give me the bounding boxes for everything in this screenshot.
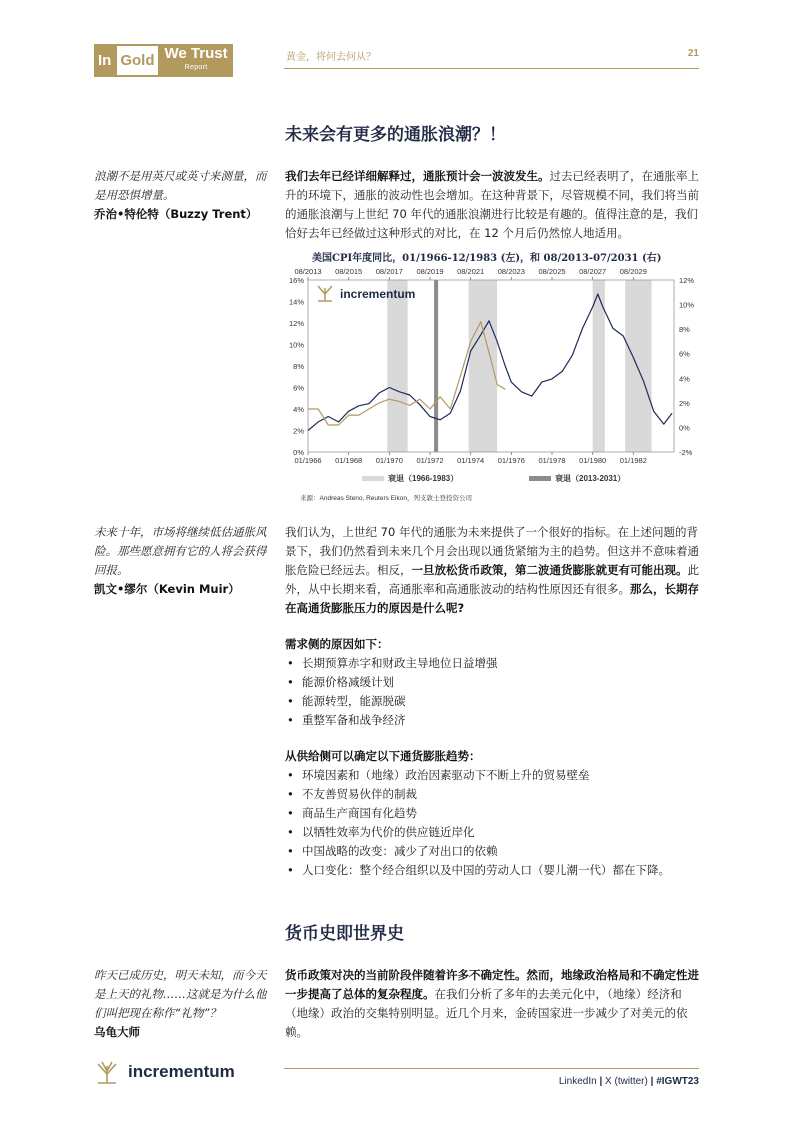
y-left-tick-label: 6% bbox=[293, 383, 304, 393]
footer-separator: | bbox=[650, 1076, 654, 1087]
list-item: • 中国战略的改变：减少了对出口的依赖 bbox=[285, 842, 670, 861]
paragraph-2-bold-d: 那么，长期存在高通货膨胀压力的原因是什么呢? bbox=[285, 582, 699, 615]
quote-text: 浪潮不是用英尺或英寸来测量，而是用恐惧增量。 bbox=[94, 169, 267, 202]
list-item: • 以牺牲效率为代价的供应链近岸化 bbox=[285, 823, 670, 842]
list-item: • 长期预算赤字和财政主导地位日益增强 bbox=[285, 654, 498, 673]
x-bottom-tick-label: 01/1966 bbox=[294, 456, 322, 465]
ingoldwetrust-logo bbox=[94, 44, 233, 77]
x-top-tick-label: 08/2027 bbox=[579, 267, 607, 276]
list-item: • 能源价格减缓计划 bbox=[285, 673, 498, 692]
footer-links bbox=[559, 1076, 699, 1087]
x-bottom-tick-label: 01/1980 bbox=[579, 456, 607, 465]
section-heading-inflation-waves: 未来会有更多的通胀浪潮？！ bbox=[285, 125, 506, 145]
x-top-tick-label: 08/2021 bbox=[457, 267, 485, 276]
paragraph-3 bbox=[285, 966, 701, 1042]
x-top-tick-label: 08/2025 bbox=[538, 267, 566, 276]
hashtag-link[interactable]: #IGWT23 bbox=[656, 1076, 699, 1087]
logo-gold: Gold bbox=[115, 44, 159, 77]
quote-text: 未来十年，市场将继续低估通胀风险。那些愿意拥有它的人将会获得回报。 bbox=[94, 525, 267, 577]
header-title: 黄金，将何去何从？ bbox=[286, 52, 376, 63]
supply-list bbox=[285, 766, 670, 880]
x-top-tick-label: 08/2019 bbox=[416, 267, 444, 276]
x-bottom-tick-label: 01/1982 bbox=[619, 456, 647, 465]
quote-author: 乌龟大师 bbox=[94, 1025, 140, 1039]
section-heading-monetary-history: 货币史即世界史 bbox=[285, 924, 404, 944]
y-right-tick-label: -2% bbox=[679, 448, 693, 457]
list-item: • 不友善贸易伙伴的制裁 bbox=[285, 785, 670, 804]
chart-title: 美国CPI年度同比，01/1966-12/1983 (左)，和 08/2013-07/2031 (右) bbox=[312, 253, 662, 264]
demand-list-title: 需求侧的原因如下： bbox=[285, 637, 389, 651]
x-top-tick-label: 08/2015 bbox=[335, 267, 363, 276]
y-left-tick-label: 2% bbox=[293, 426, 304, 436]
y-left-tick-label: 10% bbox=[288, 340, 304, 350]
y-left-tick-label: 8% bbox=[293, 362, 304, 371]
logo-we-trust-text: We Trust bbox=[164, 44, 228, 62]
y-right-tick-label: 4% bbox=[679, 374, 690, 384]
y-right-tick-label: 2% bbox=[679, 398, 690, 408]
list-item: • 人口变化：整个经合组织以及中国的劳动人口（婴儿潮一代）都在下降。 bbox=[285, 861, 670, 880]
quote-author: 乔治•特伦特（Buzzy Trent） bbox=[94, 207, 258, 221]
x-bottom-tick-label: 01/1968 bbox=[335, 456, 363, 465]
y-right-tick-label: 6% bbox=[679, 349, 690, 359]
x-bottom-tick-label: 01/1970 bbox=[375, 456, 403, 465]
y-left-tick-label: 16% bbox=[288, 276, 304, 285]
legend-label-recession-right: 衰退（2013-2031） bbox=[555, 474, 626, 483]
x-bottom-tick-label: 01/1976 bbox=[497, 456, 525, 465]
x-top-tick-label: 08/2017 bbox=[375, 267, 403, 276]
tree-icon-stroke bbox=[318, 286, 325, 294]
logo-we-trust bbox=[160, 44, 233, 77]
footer-logo-text: incrementum bbox=[128, 1062, 235, 1081]
x-top-tick-label: 08/2029 bbox=[619, 267, 647, 276]
paragraph-1 bbox=[285, 167, 701, 243]
quote-text: 昨天已成历史，明天未知，而今天是上天的礼物……这就是为什么他们叫把现在称作“礼物”？ bbox=[94, 968, 267, 1020]
y-right-tick-label: 0% bbox=[679, 423, 690, 433]
list-item: • 环境因素和（地缘）政治因素驱动下不断上升的贸易壁垒 bbox=[285, 766, 670, 785]
incrementum-tree-icon bbox=[94, 1060, 120, 1084]
chart-svg bbox=[284, 247, 704, 507]
x-bottom-tick-label: 01/1972 bbox=[416, 456, 444, 465]
chart-source: 来源：Andreas Steno, Reuters Eikon，列支敦士登投资公司 bbox=[300, 495, 472, 502]
recession-band bbox=[593, 280, 605, 452]
y-right-tick-label: 8% bbox=[679, 325, 690, 335]
y-right-tick-label: 12% bbox=[679, 276, 695, 285]
paragraph-3-text: 在我们分析了多年的去美元化中，（地缘）经济和（地缘）政治的交集特别明显。近几个月来，金砖国家进一步减少了对美元的依赖。 bbox=[285, 987, 688, 1039]
paragraph-2-bold-b: 一旦放松货币政策，第二波通货膨胀就更有可能出现。 bbox=[411, 563, 688, 577]
supply-list-title: 从供给侧可以确定以下通货膨胀趋势： bbox=[285, 749, 481, 763]
sidebar-quote-3 bbox=[94, 966, 272, 1042]
sidebar-quote-2 bbox=[94, 523, 272, 599]
footer-divider bbox=[284, 1068, 699, 1069]
x-top-tick-label: 08/2023 bbox=[497, 267, 525, 276]
y-right-tick-label: 10% bbox=[679, 300, 695, 310]
legend-label-recession-left: 衰退（1966-1983） bbox=[388, 474, 459, 483]
logo-report-text: Report bbox=[184, 63, 208, 71]
list-item: • 重整军备和战争经济 bbox=[285, 711, 498, 730]
paragraph-2 bbox=[285, 523, 701, 618]
cpi-chart bbox=[284, 247, 704, 507]
page-number: 21 bbox=[687, 48, 699, 59]
y-left-tick-label: 4% bbox=[293, 405, 304, 414]
y-left-tick-label: 12% bbox=[288, 319, 304, 328]
x-twitter-link[interactable]: X (twitter) bbox=[605, 1076, 648, 1087]
footer-separator: | bbox=[599, 1076, 603, 1087]
y-left-tick-label: 14% bbox=[288, 297, 304, 307]
list-item: • 能源转型，能源脱碳 bbox=[285, 692, 498, 711]
sidebar-quote-1 bbox=[94, 167, 272, 224]
incrementum-tree-icon bbox=[318, 286, 332, 301]
logo-in: In bbox=[94, 44, 115, 77]
tree-icon-stroke bbox=[325, 286, 332, 294]
paragraph-1-text: 过去已经表明了，在通胀率上升的环境下，通胀的波动性也会增加。在这种背景下，尽管规模不同，我们将当前的通胀浪潮与上世纪 70 年代的通胀浪潮进行比较是有趣的。值得注意的是，我们恰好去年已经做过这种形式的对比，在 12 个月后仍然惊人地适用。 bbox=[285, 169, 699, 240]
x-bottom-tick-label: 01/1978 bbox=[538, 456, 566, 465]
recession-band bbox=[387, 280, 407, 452]
demand-list bbox=[285, 654, 498, 730]
legend-swatch-recession-left bbox=[362, 476, 384, 481]
recession-band bbox=[625, 280, 651, 452]
chart-watermark: incrementum bbox=[340, 287, 416, 301]
paragraph-2-text-a: 我们认为，上世纪 70 年代的通胀为未来提供了一个很好的指标。在上述问题的背景下，我们仍然看到未来几个月会出现以通货紧缩为主的趋势。但这并不意味着通胀危险已经远去。相反， bbox=[285, 525, 699, 577]
paragraph-2-text-c: 此外，从中长期来看，高通胀率和高通胀波动的结构性原因还有很多。 bbox=[285, 563, 699, 596]
x-bottom-tick-label: 01/1974 bbox=[457, 456, 485, 465]
list-item: • 商品生产商国有化趋势 bbox=[285, 804, 670, 823]
paragraph-1-bold: 我们去年已经详细解释过，通胀预计会一波波发生。 bbox=[285, 169, 550, 183]
paragraph-3-bold: 货币政策对决的当前阶段伴随着许多不确定性。然而，地缘政治格局和不确定性进一步提高了总体的复杂程度。 bbox=[285, 968, 699, 1001]
x-top-tick-label: 08/2013 bbox=[294, 267, 322, 276]
incrementum-footer-logo bbox=[94, 1060, 235, 1084]
y-left-tick-label: 0% bbox=[293, 448, 304, 457]
header-divider bbox=[284, 68, 699, 69]
legend-swatch-recession-right bbox=[529, 476, 551, 481]
quote-author: 凯文•缪尔（Kevin Muir） bbox=[94, 582, 240, 596]
linkedin-link[interactable]: LinkedIn bbox=[558, 1076, 597, 1087]
recession-band-dark bbox=[434, 280, 438, 452]
